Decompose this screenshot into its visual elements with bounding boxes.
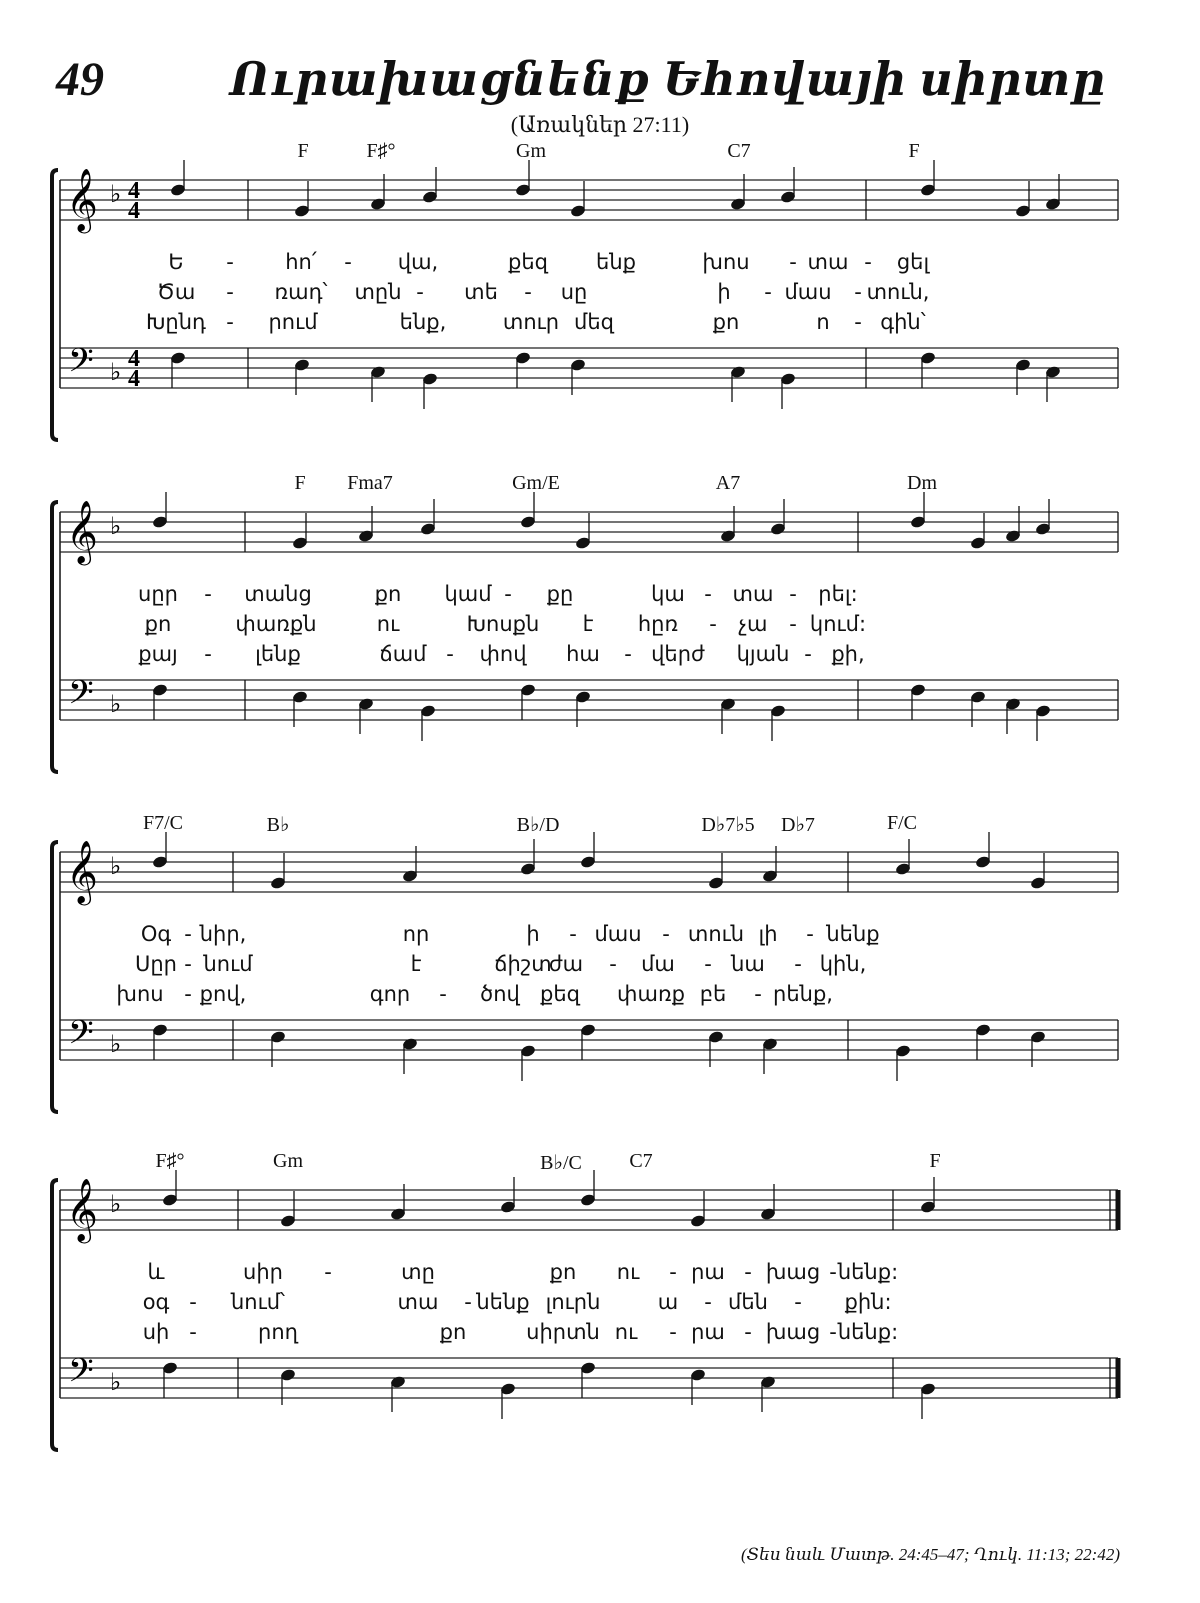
chord-symbol: F xyxy=(294,472,306,494)
lyric-syllable: վերժ xyxy=(651,642,705,666)
footnote-references: (Տես նաև Մատթ. 24:45–47; Ղուկ. 11:13; 22:42) xyxy=(741,1545,1120,1564)
lyric-syllable: - xyxy=(669,1320,677,1344)
lyric-syllable: - xyxy=(189,1290,197,1314)
lyric-syllable: խոս xyxy=(116,982,164,1006)
lyric-syllable: ցել xyxy=(896,250,930,274)
svg-text:4: 4 xyxy=(128,346,140,372)
chord-symbol: Fma7 xyxy=(347,472,393,494)
bass-clef-icon: 𝄢 xyxy=(68,674,94,720)
chord-symbol: C7 xyxy=(727,140,751,162)
lyric-syllable: տե xyxy=(464,280,498,304)
lyric-syllable: - xyxy=(204,582,212,606)
lyric-syllable: - xyxy=(446,642,454,666)
lyric-syllable: հո՛ xyxy=(285,250,317,274)
chord-symbol: B♭/D xyxy=(516,814,560,836)
song-number: 49 xyxy=(56,53,104,106)
lyric-syllable: - xyxy=(804,642,812,666)
lyric-syllable: - xyxy=(754,982,762,1006)
lyric-syllable: - xyxy=(744,1260,752,1284)
lyric-syllable: օգ xyxy=(142,1290,170,1314)
lyric-syllable: գին՝ xyxy=(880,310,926,334)
lyric-syllable: խոս xyxy=(702,250,750,274)
chord-symbol: Gm xyxy=(516,140,546,162)
lyric-syllable: - xyxy=(184,922,192,946)
chord-symbol: Dm xyxy=(907,472,937,494)
lyric-syllable: մեն xyxy=(728,1290,768,1314)
lyric-syllable: - xyxy=(416,280,424,304)
chord-symbol: A7 xyxy=(715,472,741,494)
lyric-syllable: քո xyxy=(374,582,402,606)
chord-symbol: F xyxy=(929,1150,941,1172)
lyric-syllable: - xyxy=(439,982,447,1006)
lyric-syllable: տանց xyxy=(244,582,312,606)
lyric-syllable: րենք, xyxy=(773,982,833,1006)
lyric-syllable: տա xyxy=(732,582,774,606)
flat-icon: ♭ xyxy=(110,1190,122,1218)
music-system-2 xyxy=(48,472,1128,782)
flat-icon: ♭ xyxy=(110,690,122,718)
lyric-syllable: հըռ xyxy=(637,612,679,636)
lyric-syllable: ռադ՝ xyxy=(274,280,328,304)
lyric-syllable: - xyxy=(324,1260,332,1284)
lyric-syllable: տա xyxy=(397,1290,439,1314)
lyric-syllable: քո xyxy=(144,612,172,636)
lyric-syllable: - xyxy=(184,952,192,976)
lyric-syllable: գոր xyxy=(369,982,411,1006)
lyric-syllable: - xyxy=(624,642,632,666)
lyric-syllable: - xyxy=(704,1290,712,1314)
song-title: Ուրախացնենք Եհովայի սիրտը xyxy=(230,54,1106,105)
chord-symbol: F♯° xyxy=(155,1150,185,1172)
lyric-syllable: - xyxy=(226,280,234,304)
bass-clef-icon: 𝄢 xyxy=(68,1352,94,1398)
lyric-syllable: - xyxy=(806,922,814,946)
chord-symbol: D♭7 xyxy=(781,814,815,836)
lyric-syllable: ենք, xyxy=(399,310,447,334)
lyric-syllable: սիրտն xyxy=(526,1320,600,1344)
lyric-syllable: - xyxy=(789,612,797,636)
lyric-syllable: - xyxy=(569,922,577,946)
lyric-syllable: - xyxy=(744,1320,752,1344)
lyric-syllable: նենք xyxy=(826,922,880,946)
lyric-syllable: - xyxy=(794,952,802,976)
lyric-syllable: - xyxy=(794,1290,802,1314)
lyric-syllable: Ծա xyxy=(156,280,196,304)
lyric-syllable: ու xyxy=(614,1320,638,1344)
lyric-syllable: է xyxy=(410,952,422,976)
flat-icon: ♭ xyxy=(110,852,122,880)
lyric-syllable: քեզ xyxy=(507,250,549,274)
lyric-syllable: խաց xyxy=(765,1320,821,1344)
lyric-syllable: կա xyxy=(651,582,685,606)
lyric-syllable: և xyxy=(147,1260,165,1284)
lyric-syllable: տուր xyxy=(502,310,560,334)
lyric-syllable: Օգ xyxy=(140,922,172,946)
lyric-syllable: քո xyxy=(712,310,740,334)
lyric-syllable: - xyxy=(854,280,862,304)
chord-symbol: F7/C xyxy=(142,812,184,834)
chord-symbol: F/C xyxy=(886,812,918,834)
svg-text:4: 4 xyxy=(128,178,140,204)
svg-text:4: 4 xyxy=(128,198,140,224)
lyric-syllable: սիր xyxy=(243,1260,283,1284)
treble-clef-icon: 𝄞 xyxy=(66,500,98,563)
lyric-syllable: ու xyxy=(616,1260,640,1284)
lyric-syllable: Ե xyxy=(168,250,184,274)
lyric-syllable: նում xyxy=(203,952,253,976)
lyric-syllable: տուն, xyxy=(866,280,930,304)
lyric-syllable: մաս xyxy=(594,922,642,946)
lyric-syllable: ի xyxy=(526,922,540,946)
lyric-syllable: - xyxy=(864,250,872,274)
lyric-syllable: - xyxy=(854,310,862,334)
lyric-syllable: ճիշտ xyxy=(494,952,552,976)
lyric-syllable: լուրն xyxy=(545,1290,601,1314)
lyric-syllable: - xyxy=(464,1290,472,1314)
chord-symbol: F xyxy=(908,140,920,162)
lyric-syllable: նում՝ xyxy=(230,1290,286,1314)
chord-symbol: D♭7♭5 xyxy=(701,814,755,836)
flat-icon: ♭ xyxy=(110,358,122,386)
treble-clef-icon: 𝄞 xyxy=(66,1178,98,1241)
music-system-4 xyxy=(48,1150,1128,1460)
lyric-syllable: մա xyxy=(641,952,675,976)
lyric-syllable: Սըր xyxy=(135,952,177,976)
lyric-syllable: Խընդ xyxy=(146,310,206,334)
scripture-reference: (Առակներ 27:11) xyxy=(510,112,690,137)
lyric-syllable: նա xyxy=(731,952,765,976)
lyric-syllable: ի xyxy=(717,280,731,304)
lyric-syllable: սի xyxy=(142,1320,170,1344)
lyric-syllable: տա xyxy=(807,250,849,274)
lyric-syllable: րա xyxy=(691,1260,725,1284)
lyric-syllable: - xyxy=(704,582,712,606)
lyric-syllable: է xyxy=(582,612,594,636)
lyric-syllable: ճամ xyxy=(379,642,427,666)
lyric-syllable: քո xyxy=(439,1320,467,1344)
chord-symbol: F xyxy=(297,140,309,162)
lyric-syllable: - xyxy=(669,1260,677,1284)
lyric-syllable: փառքն xyxy=(235,612,317,636)
lyric-syllable: - xyxy=(829,1260,837,1284)
lyric-syllable: կամ xyxy=(444,582,492,606)
lyric-syllable: վա, xyxy=(397,250,439,274)
lyric-syllable: քի, xyxy=(831,642,865,666)
lyric-syllable: - xyxy=(764,280,772,304)
chord-symbol: C7 xyxy=(629,1150,653,1172)
flat-icon: ♭ xyxy=(110,1368,122,1396)
lyric-syllable: քայ xyxy=(138,642,178,666)
lyric-syllable: - xyxy=(204,642,212,666)
chord-symbol: B♭/C xyxy=(540,1152,582,1174)
chord-symbol: Gm/E xyxy=(512,472,560,494)
lyric-syllable: - xyxy=(504,582,512,606)
lyric-syllable: - xyxy=(789,250,797,274)
flat-icon: ♭ xyxy=(110,512,122,540)
lyric-syllable: սը xyxy=(560,280,588,304)
lyric-syllable: - xyxy=(184,982,192,1006)
lyric-syllable: նիր, xyxy=(199,922,247,946)
bass-clef-icon: 𝄢 xyxy=(68,342,94,388)
lyric-syllable: ու xyxy=(376,612,400,636)
lyric-syllable: քին: xyxy=(844,1290,892,1314)
lyric-syllable: - xyxy=(662,922,670,946)
lyric-syllable: խաց xyxy=(765,1260,821,1284)
lyric-syllable: լի xyxy=(758,922,778,946)
treble-clef-icon: 𝄞 xyxy=(66,168,98,231)
lyric-syllable: չա xyxy=(738,612,768,636)
lyric-syllable: րող xyxy=(258,1320,298,1344)
lyric-syllable: ա xyxy=(657,1290,679,1314)
music-system-1 xyxy=(48,140,1128,450)
lyric-syllable: - xyxy=(524,280,532,304)
lyric-syllable: տուն xyxy=(687,922,745,946)
music-system-3 xyxy=(48,812,1128,1122)
lyric-syllable: քո xyxy=(549,1260,577,1284)
lyric-syllable: րա xyxy=(691,1320,725,1344)
lyric-syllable: րում xyxy=(268,310,318,334)
flat-icon: ♭ xyxy=(110,1030,122,1058)
lyric-syllable: Խոսքն xyxy=(466,612,540,636)
chord-symbol: Gm xyxy=(273,1150,303,1172)
lyric-syllable: ենք xyxy=(596,250,636,274)
lyric-syllable: փառք xyxy=(617,982,685,1006)
lyric-syllable: - xyxy=(709,612,717,636)
lyric-syllable: սըր xyxy=(138,582,178,606)
lyric-syllable: նենք: xyxy=(837,1320,899,1344)
lyric-syllable: - xyxy=(226,310,234,334)
lyric-syllable: տը xyxy=(401,1260,435,1284)
lyric-syllable: կյան xyxy=(736,642,790,666)
lyric-syllable: ծով xyxy=(480,982,520,1006)
lyric-syllable: քը xyxy=(546,582,574,606)
lyric-syllable: բե xyxy=(699,982,727,1006)
lyric-syllable: քով, xyxy=(199,982,247,1006)
svg-text:4: 4 xyxy=(128,366,140,392)
treble-clef-icon: 𝄞 xyxy=(66,840,98,903)
staff-lines xyxy=(48,140,1128,450)
lyric-syllable: ո xyxy=(816,310,830,334)
lyric-syllable: - xyxy=(189,1320,197,1344)
bass-clef-icon: 𝄢 xyxy=(68,1014,94,1060)
lyric-syllable: - xyxy=(344,250,352,274)
lyric-syllable: կին, xyxy=(819,952,867,976)
lyric-syllable: - xyxy=(789,582,797,606)
lyric-syllable: րել: xyxy=(818,582,858,606)
lyric-syllable: հա xyxy=(566,642,600,666)
lyric-syllable: մաս xyxy=(784,280,832,304)
lyric-syllable: մեզ xyxy=(574,310,614,334)
lyric-syllable: տըն xyxy=(354,280,402,304)
lyric-syllable: նենք: xyxy=(837,1260,899,1284)
lyric-syllable: ժա xyxy=(548,952,584,976)
lyric-syllable: - xyxy=(609,952,617,976)
lyric-syllable: նենք xyxy=(476,1290,530,1314)
chord-symbol: B♭ xyxy=(266,814,290,836)
lyric-syllable: կում: xyxy=(809,612,867,636)
lyric-syllable: քեզ xyxy=(539,982,581,1006)
lyric-syllable: - xyxy=(704,952,712,976)
chord-symbol: F♯° xyxy=(366,140,396,162)
lyric-syllable: լենք xyxy=(255,642,301,666)
lyric-syllable: փով xyxy=(479,642,527,666)
lyric-syllable: - xyxy=(226,250,234,274)
lyric-syllable: որ xyxy=(402,922,430,946)
lyric-syllable: - xyxy=(829,1320,837,1344)
flat-icon: ♭ xyxy=(110,180,122,208)
